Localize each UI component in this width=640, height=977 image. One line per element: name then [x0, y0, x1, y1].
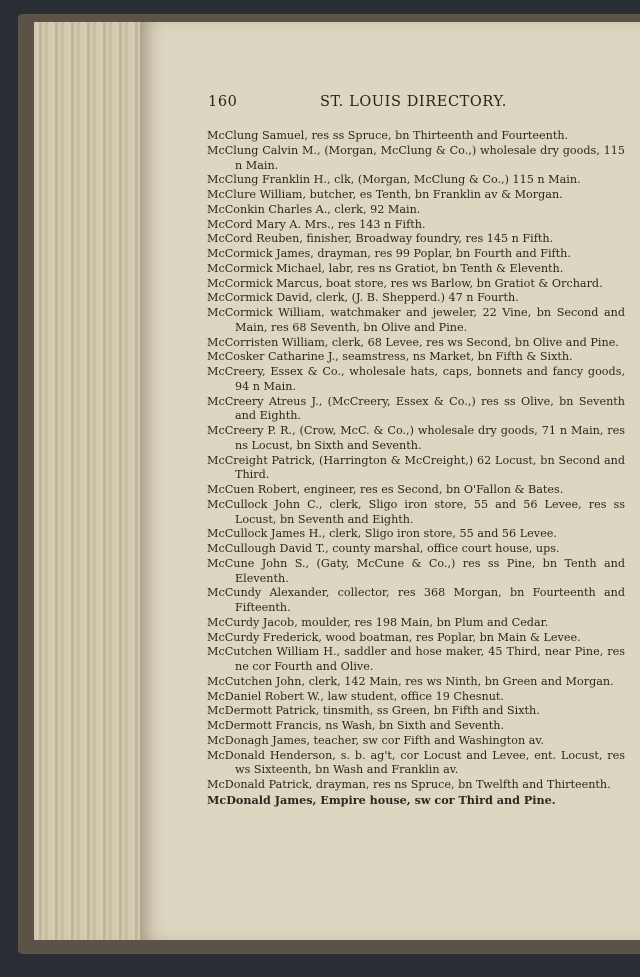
directory-entry: McCormick James, drayman, res 99 Poplar, bn Fourth and Fifth. [207, 247, 571, 260]
directory-entry: McClung Calvin M., (Morgan, McClung & Co.,) wholesale dry goods, 115 n Main. [207, 143, 625, 172]
directory-entry: McDaniel Robert W., law student, office 19 Chesnut. [207, 689, 504, 703]
directory-entry: McCurdy Jacob, moulder, res 198 Main, bn Plum and Cedar. [207, 615, 549, 629]
directory-entry: McClung Samuel, res ss Spruce, bn Thirteenth and Fourteenth. [207, 129, 569, 142]
directory-entry: McCutchen John, clerk, 142 Main, res ws Ninth, bn Green and Morgan. [207, 674, 614, 688]
directory-entry: McCord Reuben, finisher, Broadway foundry, res 145 n Fifth. [207, 232, 554, 246]
directory-entry: McCundy Alexander, collector, res 368 Morgan, bn Fourteenth and Fifteenth. [207, 586, 625, 614]
directory-entry: McCord Mary A. Mrs., res 143 n Fifth. [207, 217, 426, 231]
directory-entry: McClung Franklin H., clk, (Morgan, McClung & Co.,) 115 n Main. [207, 173, 581, 187]
page-number: 160 [208, 94, 238, 110]
directory-entry: McCormick Michael, labr, res ns Gratiot, bn Tenth & Eleventh. [207, 261, 564, 275]
directory-entry: McDonagh James, teacher, sw cor Fifth and Washington av. [207, 733, 544, 747]
directory-entry: McCosker Catharine J., seamstress, ns Market, bn Fifth & Sixth. [207, 350, 573, 364]
directory-entries [207, 129, 625, 808]
directory-entry: McDermott Francis, ns Wash, bn Sixth and Seventh. [207, 719, 505, 732]
directory-entry: McCuen Robert, engineer, res es Second, bn O'Fallon & Bates. [207, 483, 564, 496]
running-title: ST. LOUIS DIRECTORY. [320, 94, 507, 110]
directory-entry: McClure William, butcher, es Tenth, bn Franklin av & Morgan. [207, 188, 563, 201]
directory-entry: McDermott Patrick, tinsmith, ss Green, bn Fifth and Sixth. [207, 704, 540, 718]
directory-entry: McCorristen William, clerk, 68 Levee, res ws Second, bn Olive and Pine. [207, 335, 619, 349]
directory-entry: McDonald Patrick, drayman, res ns Spruce, bn Twelfth and Thirteenth. [207, 778, 611, 791]
directory-entry: McCullock John C., clerk, Sligo iron store, 55 and 56 Levee, res ss Locust, bn Seventh and Eighth. [207, 497, 625, 526]
directory-entry: McCurdy Frederick, wood boatman, res Poplar, bn Main & Levee. [207, 630, 581, 644]
directory-entry: McDonald Henderson, s. b. ag't, cor Locust and Levee, ent. Locust, res ws Sixteenth, bn Wash and Franklin av. [207, 748, 625, 777]
directory-entry: McCormick Marcus, boat store, res ws Barlow, bn Gratiot & Orchard. [207, 276, 603, 290]
directory-entry: McCullock James H., clerk, Sligo iron store, 55 and 56 Levee. [207, 527, 557, 541]
directory-entry: McConkin Charles A., clerk, 92 Main. [207, 202, 421, 216]
directory-entry: McCreery P. R., (Crow, McC. & Co.,) wholesale dry goods, 71 n Main, res ns Locust, bn Sixth and Seventh. [207, 424, 625, 452]
directory-entry: McCune John S., (Gaty, McCune & Co.,) res ss Pine, bn Tenth and Eleventh. [207, 556, 625, 585]
directory-page [140, 22, 640, 940]
directory-entry: McCreery Atreus J., (McCreery, Essex & Co.,) res ss Olive, bn Seventh and Eighth. [207, 394, 625, 423]
directory-entry: McCormick David, clerk, (J. B. Shepperd.) 47 n Fourth. [207, 291, 519, 305]
directory-entry: McCreery, Essex & Co., wholesale hats, caps, bonnets and fancy goods, 94 n Main. [207, 365, 625, 393]
directory-entry: McCullough David T., county marshal, office court house, ups. [207, 542, 560, 555]
directory-entry: McCreight Patrick, (Harrington & McCreight,) 62 Locust, bn Second and Third. [207, 453, 625, 482]
directory-entry: McCutchen William H., saddler and hose maker, 45 Third, near Pine, res ne cor Fourth and Olive. [207, 645, 625, 673]
directory-entry: McCormick William, watchmaker and jeweler, 22 Vine, bn Second and Main, res 68 Seventh, bn Olive and Pine. [207, 306, 625, 334]
directory-entry: McDonald James, Empire house, sw cor Third and Pine. [207, 792, 556, 807]
